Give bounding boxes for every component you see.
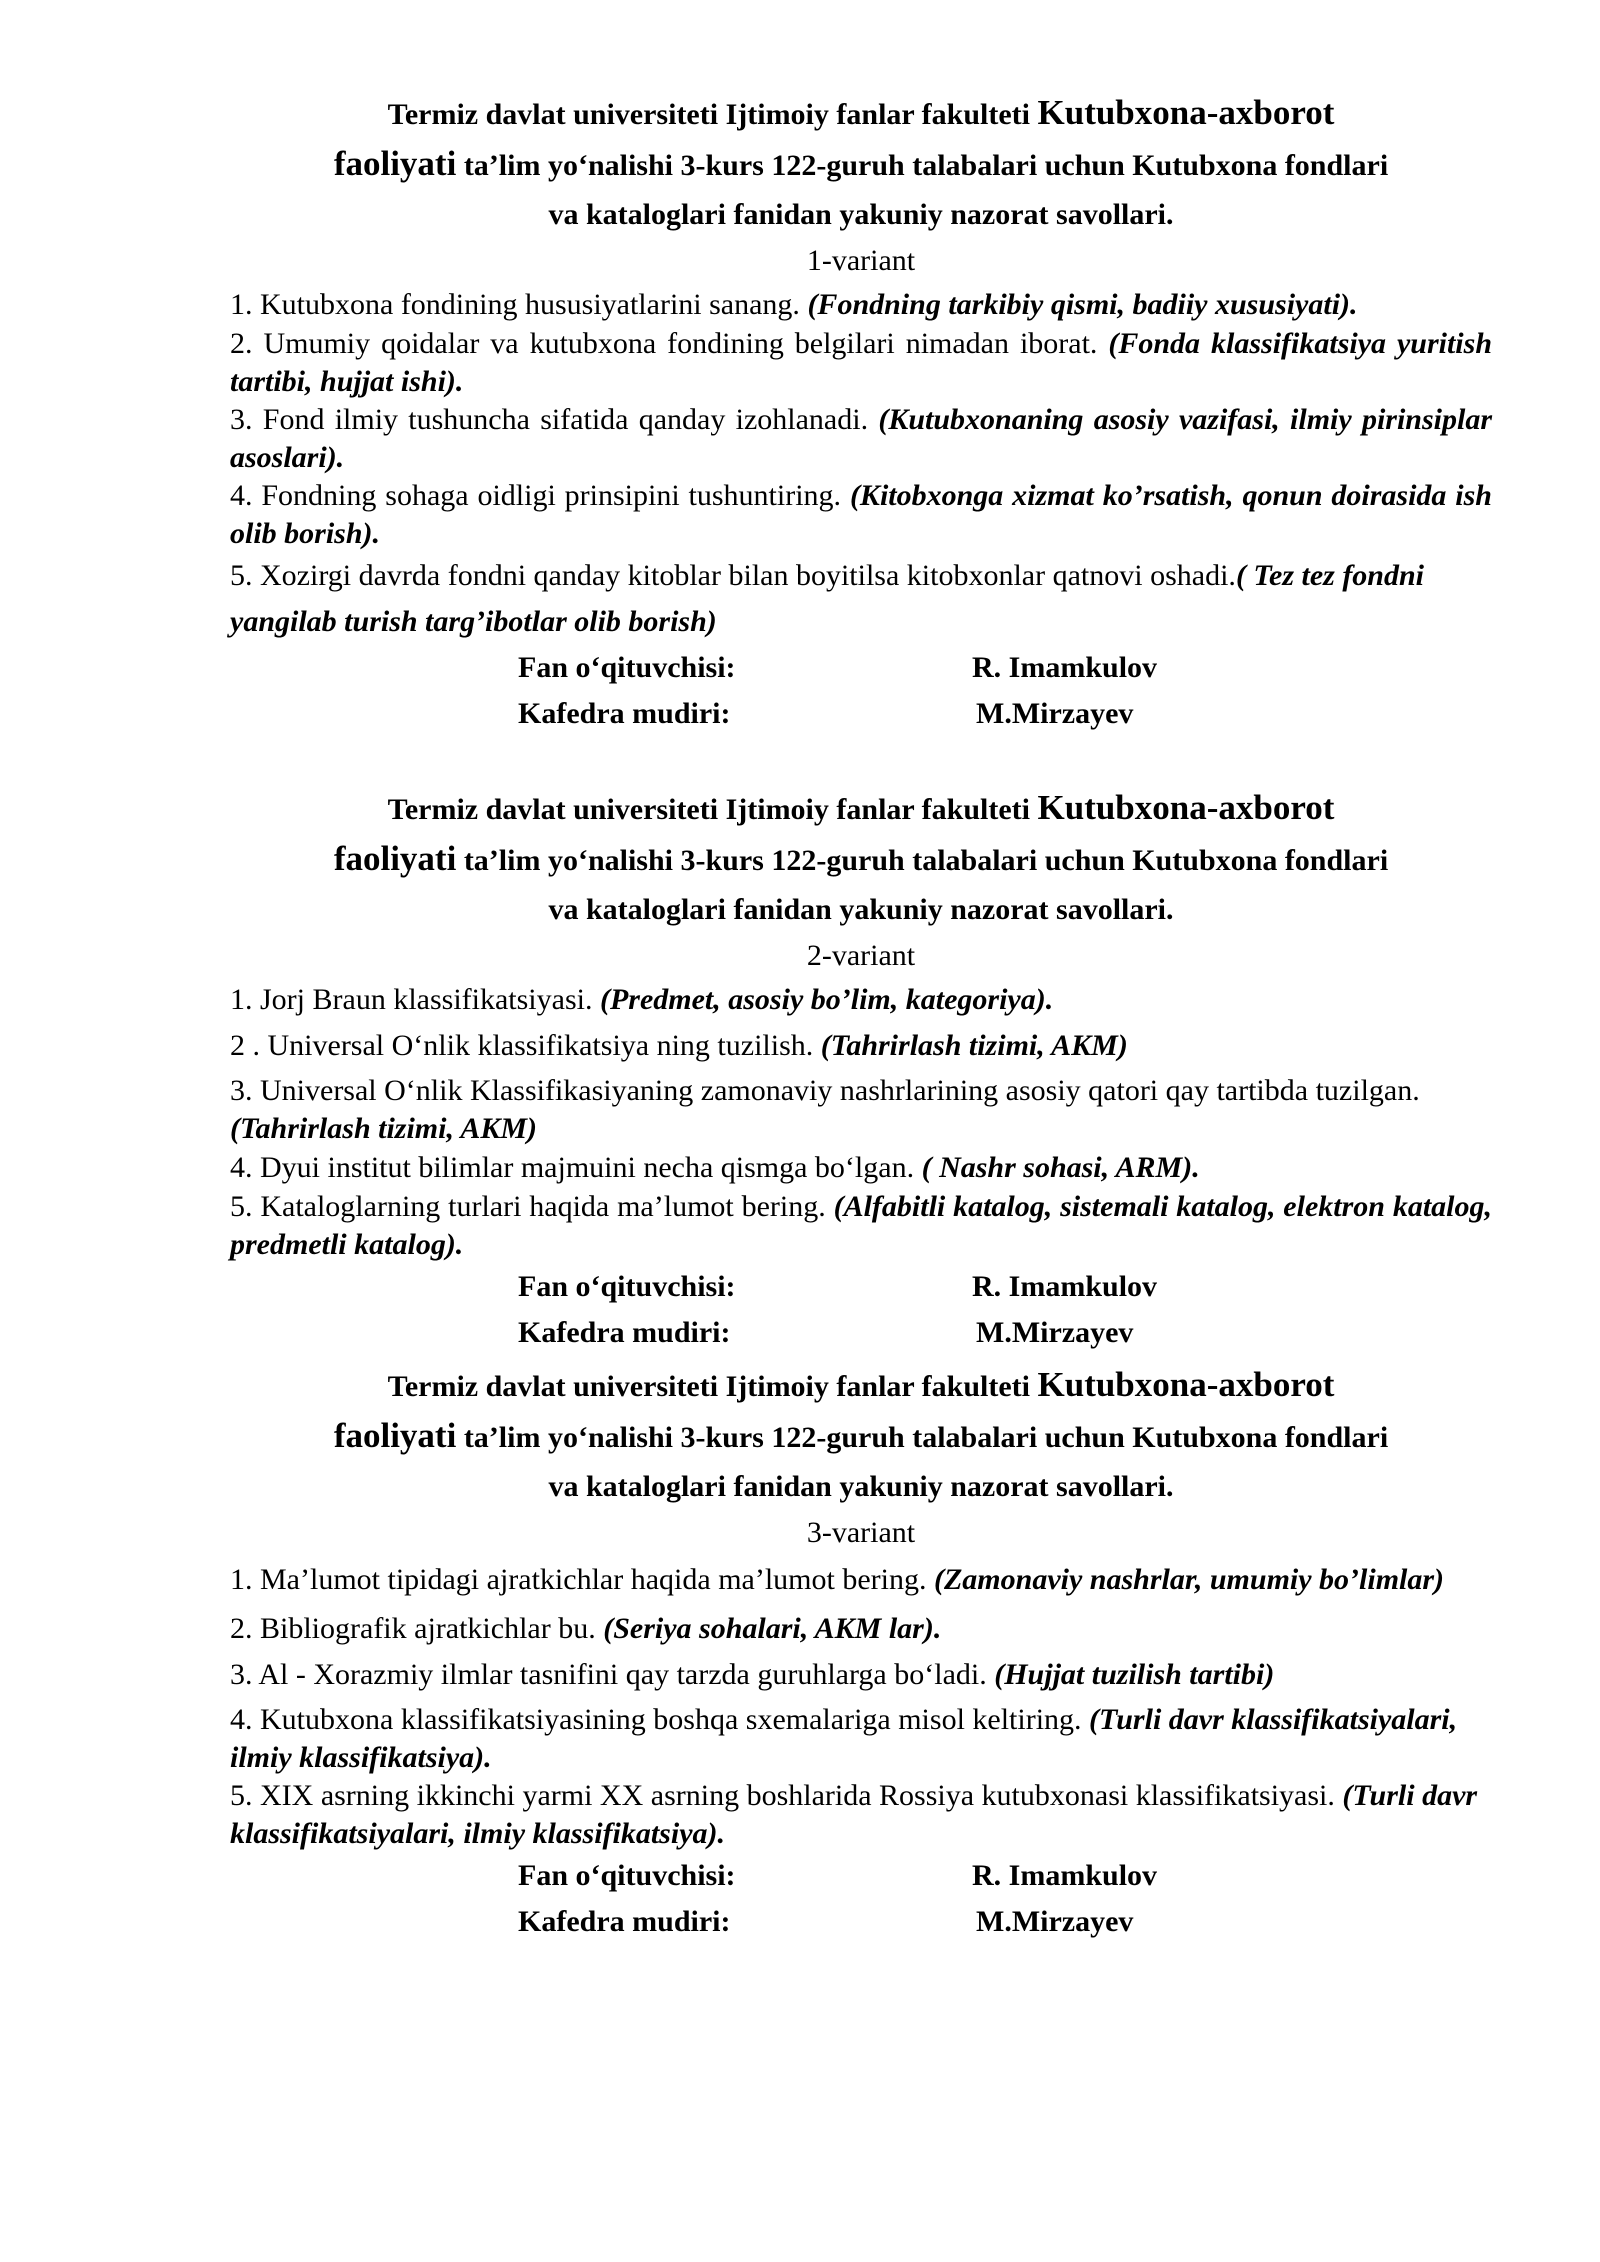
question-item	[230, 1148, 1492, 1188]
question-text: 3. Al - Xorazmiy ilmlar tasnifini qay tarzda guruhlarga bo‘ladi.	[230, 1658, 995, 1691]
header-big-1: Kutubxona-axborot	[1037, 788, 1335, 827]
question-answer: (Kitobxonga xizmat ko’rsatish, qonun doirasida ish olib borish).	[230, 479, 1492, 550]
question-text: 1. Ma’lumot tipidagi ajratkichlar haqida ma’lumot bering.	[230, 1563, 934, 1596]
head-role: Kafedra mudiri:	[518, 1316, 731, 1349]
header-text-3: va kataloglari fanidan yakuniy nazorat savollari.	[548, 198, 1174, 231]
question-text: 1. Kutubxona fondining hususiyatlarini sanang.	[230, 288, 808, 321]
exam-header	[230, 783, 1492, 934]
head-role: Kafedra mudiri:	[518, 697, 731, 730]
question-list	[230, 980, 1492, 1264]
question-item	[230, 553, 1492, 645]
head-name: M.Mirzayev	[976, 1905, 1134, 1938]
document-page	[230, 88, 1492, 1945]
header-big-2: faoliyati	[333, 839, 457, 878]
variant-label: 3-variant	[806, 1516, 916, 1549]
question-item	[230, 1557, 1492, 1603]
question-item	[230, 1609, 1492, 1649]
header-big-1: Kutubxona-axborot	[1037, 1365, 1335, 1404]
question-item	[230, 1655, 1492, 1695]
question-text: 2. Umumiy qoidalar va kutubxona fondining belgilari nimadan iborat.	[230, 327, 1109, 360]
question-text: 2 . Universal O‘nlik klassifikatsiya ning tuzilish.	[230, 1029, 821, 1062]
header-text-3: va kataloglari fanidan yakuniy nazorat savollari.	[548, 893, 1174, 926]
question-answer: (Turli davr klassifikatsiyalari, ilmiy klassifikatsiya).	[230, 1779, 1478, 1850]
question-item	[230, 1701, 1492, 1777]
question-text: 3. Fond ilmiy tushuncha sifatida qanday izohlanadi.	[230, 403, 879, 436]
question-text: 3. Universal O‘nlik Klassifikasiyaning zamonaviy nashrlarining asosiy qatori qay tartibda tuzilgan.	[230, 1074, 1420, 1107]
question-answer: (Hujjat tuzilish tartibi)	[994, 1658, 1275, 1691]
question-text: 5. Xozirgi davrda fondni qanday kitoblar bilan boyitilsa kitobxonlar qatnovi oshadi.	[230, 559, 1236, 592]
header-big-2: faoliyati	[333, 144, 457, 183]
question-item	[230, 980, 1492, 1020]
question-answer: (Fonda klassifikatsiya yuritish tartibi, hujjat ishi).	[230, 327, 1493, 398]
teacher-signature	[230, 645, 1492, 691]
question-answer: (Turli davr klassifikatsiyalari, ilmiy klassifikatsiya).	[230, 1703, 1458, 1774]
head-name: M.Mirzayev	[976, 1316, 1134, 1349]
question-text: 5. XIX asrning ikkinchi yarmi XX asrning boshlarida Rossiya kutubxonasi klassifikatsiyasi.	[230, 1779, 1343, 1812]
variant-label: 1-variant	[806, 244, 916, 277]
teacher-role: Fan o‘qituvchisi:	[518, 651, 736, 684]
teacher-name: R. Imamkulov	[972, 1859, 1158, 1892]
variant-block-3	[230, 1360, 1492, 1945]
header-text-2: ta’lim yo‘nalishi 3-kurs 122-guruh talabalari uchun Kutubxona fondlari	[456, 149, 1389, 182]
variant-block-1	[230, 88, 1492, 737]
head-name: M.Mirzayev	[976, 697, 1134, 730]
question-answer: ( Tez tez fondni yangilab turish targ’ibotlar olib borish)	[230, 559, 1425, 638]
head-signature	[230, 1899, 1492, 1945]
header-text-1: Termiz davlat universiteti Ijtimoiy fanlar fakulteti	[387, 98, 1038, 131]
question-answer: (Seriya sohalari, AKM lar).	[603, 1612, 942, 1645]
question-answer: (Tahrirlash tizimi, AKM)	[820, 1029, 1128, 1062]
question-item	[230, 1188, 1492, 1264]
head-role: Kafedra mudiri:	[518, 1905, 731, 1938]
exam-header	[230, 1360, 1492, 1511]
header-big-2: faoliyati	[333, 1416, 457, 1455]
question-item	[230, 1777, 1492, 1853]
question-answer: ( Nashr sohasi, ARM).	[921, 1151, 1200, 1184]
question-item	[230, 285, 1492, 325]
header-text-3: va kataloglari fanidan yakuniy nazorat savollari.	[548, 1470, 1174, 1503]
teacher-name: R. Imamkulov	[972, 651, 1158, 684]
header-text-1: Termiz davlat universiteti Ijtimoiy fanlar fakulteti	[387, 1370, 1038, 1403]
question-item	[230, 1026, 1492, 1066]
teacher-role: Fan o‘qituvchisi:	[518, 1270, 736, 1303]
question-text: 1. Jorj Braun klassifikatsiyasi.	[230, 983, 600, 1016]
teacher-name: R. Imamkulov	[972, 1270, 1158, 1303]
header-text-1: Termiz davlat universiteti Ijtimoiy fanlar fakulteti	[387, 793, 1038, 826]
question-list	[230, 1557, 1492, 1853]
question-answer: (Alfabitli katalog, sistemali katalog, elektron katalog, predmetli katalog).	[230, 1190, 1492, 1261]
teacher-signature	[230, 1853, 1492, 1899]
spacer	[230, 737, 1492, 783]
header-text-2: ta’lim yo‘nalishi 3-kurs 122-guruh talabalari uchun Kutubxona fondlari	[456, 1421, 1389, 1454]
header-text-2: ta’lim yo‘nalishi 3-kurs 122-guruh talabalari uchun Kutubxona fondlari	[456, 844, 1389, 877]
question-item	[230, 1072, 1492, 1148]
head-signature	[230, 691, 1492, 737]
question-text: 2. Bibliografik ajratkichlar bu.	[230, 1612, 604, 1645]
question-text: 4. Kutubxona klassifikatsiyasining boshqa sxemalariga misol keltiring.	[230, 1703, 1090, 1736]
question-text: 4. Dyui institut bilimlar majmuini necha qismga bo‘lgan.	[230, 1151, 922, 1184]
teacher-role: Fan o‘qituvchisi:	[518, 1859, 736, 1892]
question-item	[230, 325, 1492, 401]
exam-header	[230, 88, 1492, 239]
question-text: 4. Fondning sohaga oidligi prinsipini tushuntiring.	[230, 479, 850, 512]
variant-label: 2-variant	[806, 939, 916, 972]
question-text: 5. Kataloglarning turlari haqida ma’lumot bering.	[230, 1190, 834, 1223]
variant-block-2	[230, 783, 1492, 1356]
question-answer: (Fondning tarkibiy qismi, badiiy xususiyati).	[807, 288, 1358, 321]
header-big-1: Kutubxona-axborot	[1037, 93, 1335, 132]
question-answer: (Kutubxonaning asosiy vazifasi, ilmiy pirinsiplar asoslari).	[230, 403, 1492, 474]
question-item	[230, 477, 1492, 553]
question-answer: (Predmet, asosiy bo’lim, kategoriya).	[599, 983, 1054, 1016]
question-answer: (Tahrirlash tizimi, AKM)	[230, 1112, 538, 1145]
head-signature	[230, 1310, 1492, 1356]
question-item	[230, 401, 1492, 477]
question-list	[230, 285, 1492, 645]
teacher-signature	[230, 1264, 1492, 1310]
question-answer: (Zamonaviy nashrlar, umumiy bo’limlar)	[933, 1563, 1445, 1596]
